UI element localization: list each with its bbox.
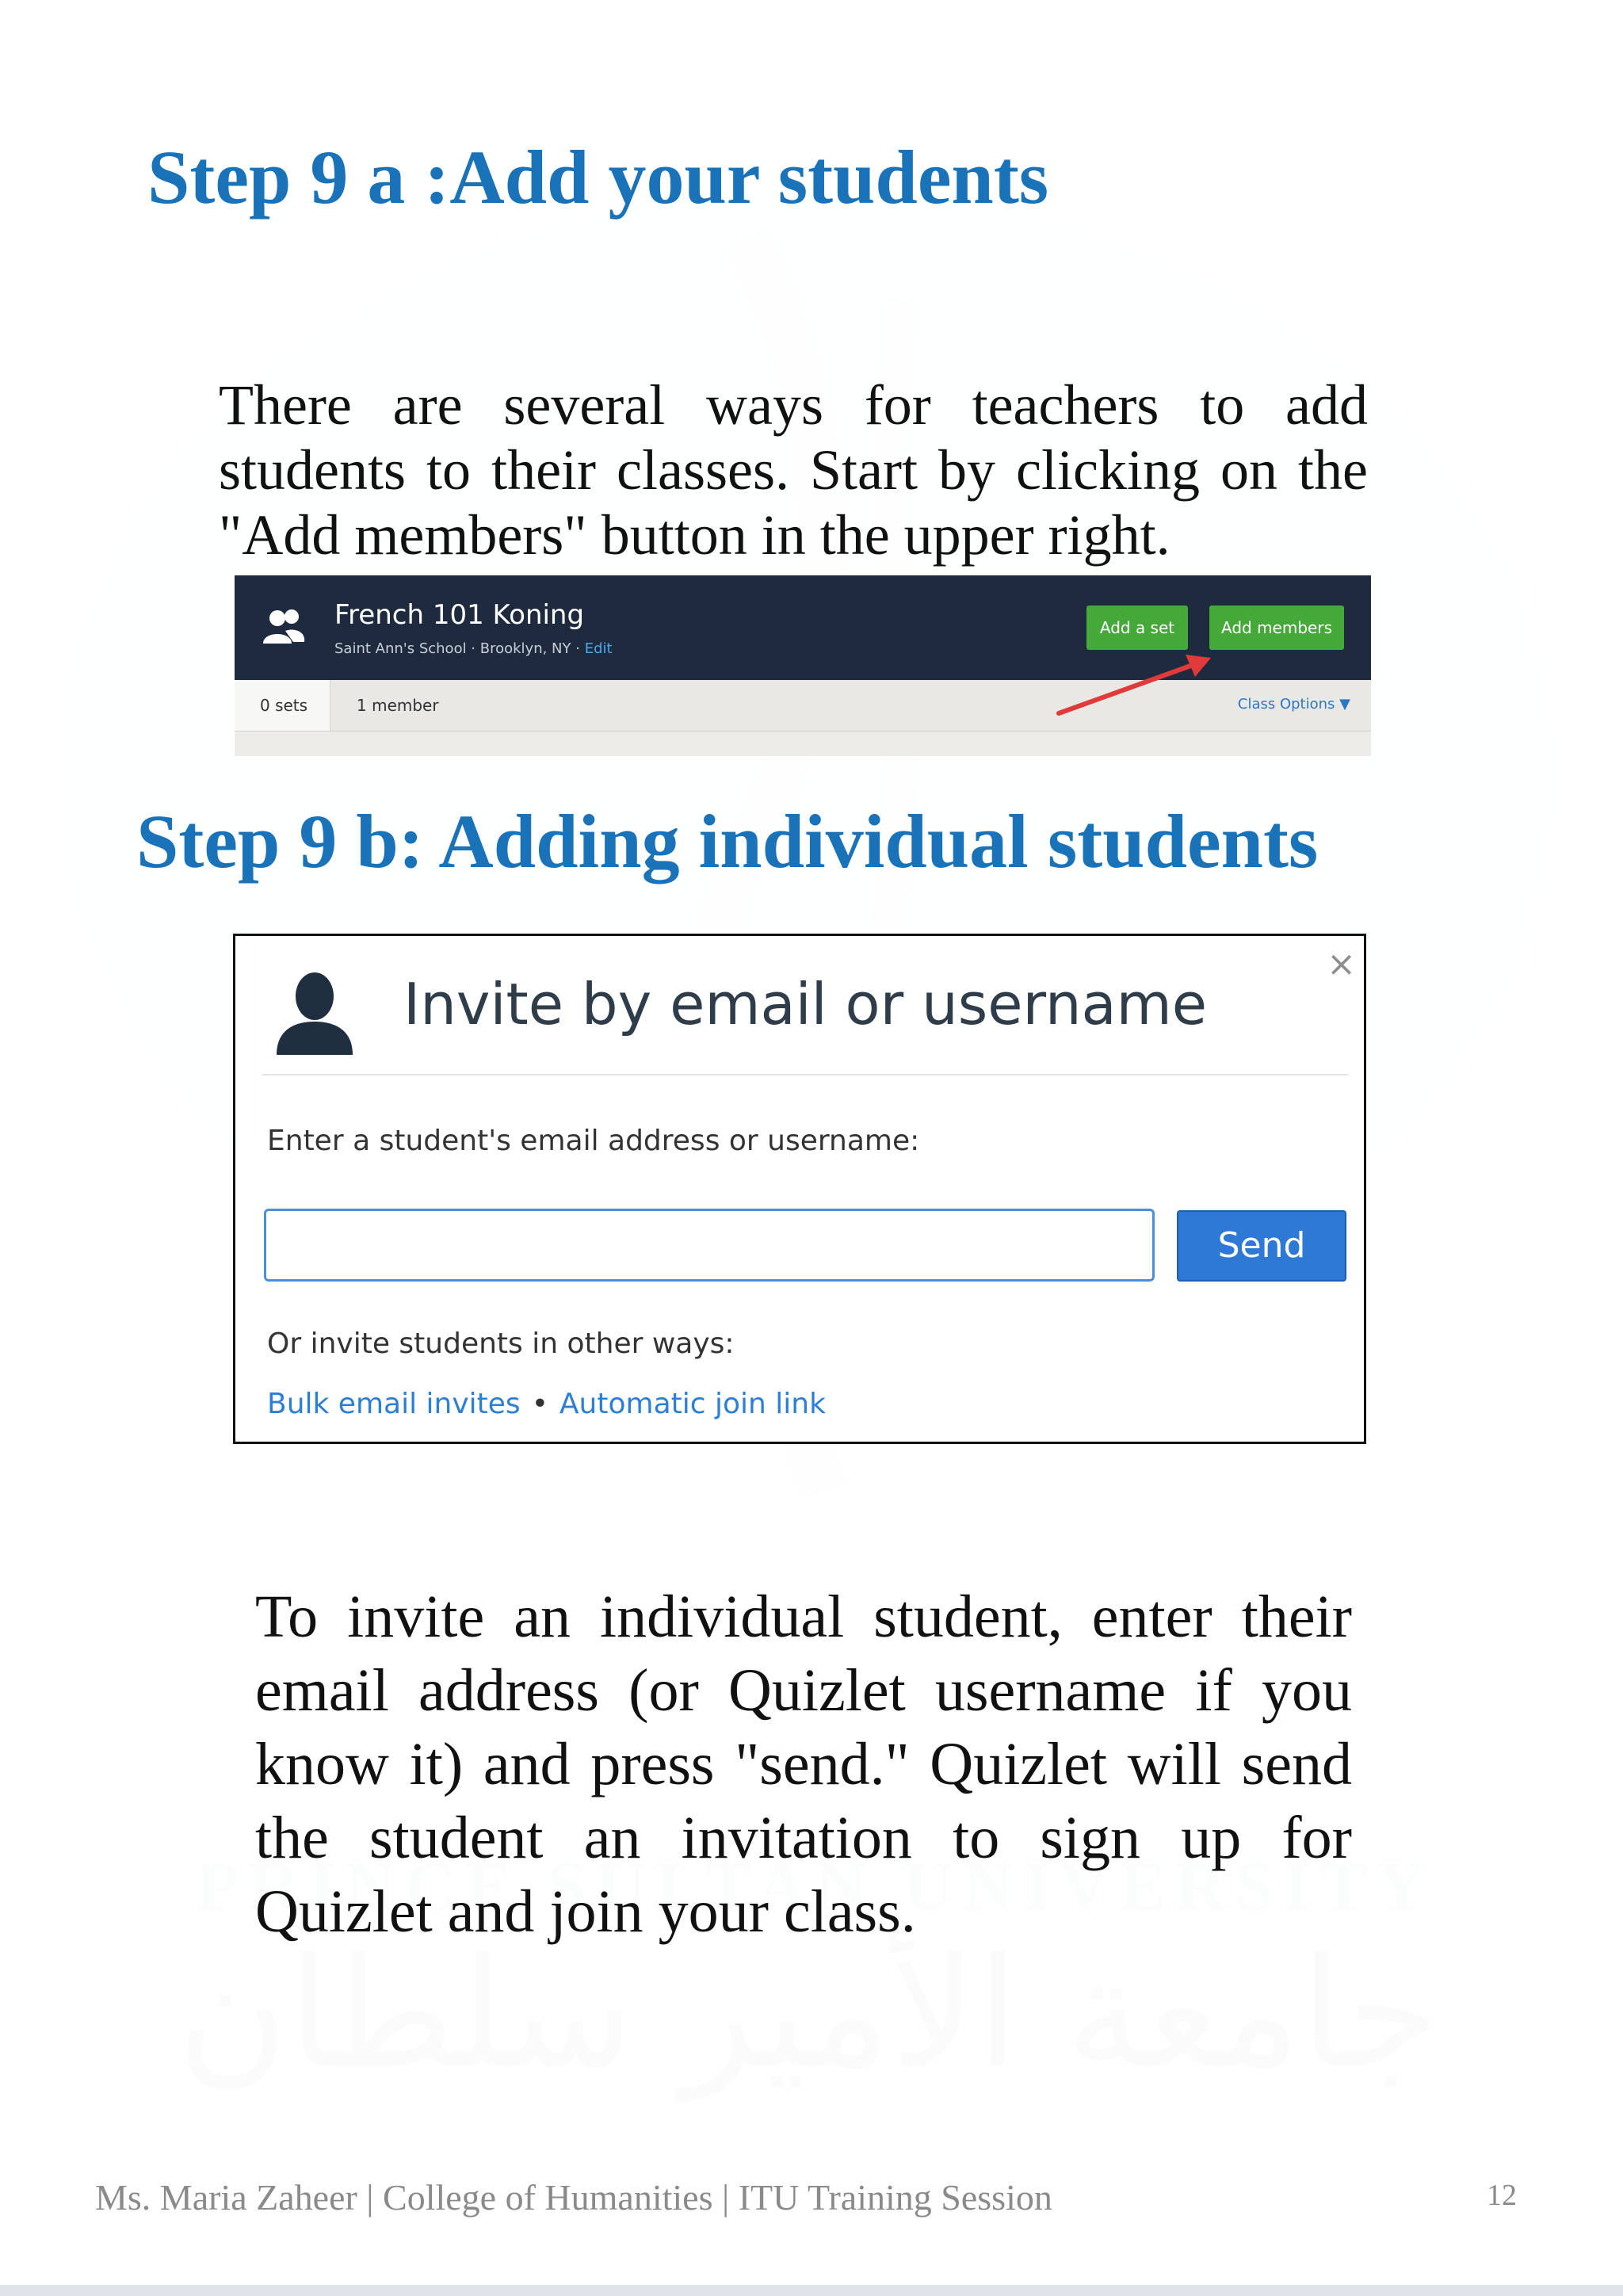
class-header-screenshot — [235, 575, 1371, 756]
email-or-username-input[interactable] — [264, 1209, 1155, 1282]
class-name: French 101 Koning — [334, 599, 585, 631]
email-prompt-label: Enter a student's email address or username: — [267, 1125, 920, 1157]
page-number: 12 — [1487, 2179, 1517, 2212]
invite-dialog — [233, 934, 1366, 1444]
chevron-down-icon: ▼ — [1339, 696, 1350, 712]
page-bottom-edge — [0, 2285, 1623, 2296]
class-options-label: Class Options — [1237, 696, 1335, 712]
bulk-email-invites-link[interactable]: Bulk email invites — [267, 1388, 521, 1420]
automatic-join-link[interactable]: Automatic join link — [559, 1388, 826, 1420]
tab-sets[interactable]: 0 sets — [260, 696, 308, 715]
red-arrow-annotation — [235, 575, 1371, 756]
dialog-divider — [262, 1074, 1348, 1075]
close-icon[interactable]: × — [1327, 944, 1356, 984]
send-button[interactable]: Send — [1177, 1210, 1346, 1282]
user-icon — [273, 969, 356, 1055]
add-set-button[interactable]: Add a set — [1086, 606, 1188, 650]
edit-class-link[interactable]: Edit — [584, 640, 613, 657]
other-ways-label: Or invite students in other ways: — [267, 1328, 735, 1360]
step-9b-paragraph: To invite an individual student, enter their email address (or Quizlet username if you know it) and press "send." Quizlet will send the student an invitation to sign up for Quizlet and join your class. — [255, 1584, 1352, 1945]
school-location-text: Saint Ann's School · Brooklyn, NY · — [334, 640, 580, 657]
tab-members[interactable]: 1 member — [357, 696, 439, 715]
watermark-arabic-text — [119, 1926, 1498, 2101]
invite-links — [267, 1388, 826, 1420]
link-separator: • — [531, 1388, 548, 1420]
step-9a-paragraph: There are several ways for teachers to add students to their classes. Start by clicking on the "Add members" button in the upper right. — [219, 373, 1368, 567]
step-9b-heading: Step 9 b: Adding individual students — [136, 799, 1319, 884]
dialog-title: Invite by email or username — [403, 971, 1208, 1037]
step-9a-heading: Step 9 a :Add your students — [147, 135, 1049, 220]
add-members-button[interactable]: Add members — [1209, 606, 1344, 650]
page-footer: Ms. Maria Zaheer | College of Humanities | ITU Training Session — [95, 2177, 1052, 2218]
